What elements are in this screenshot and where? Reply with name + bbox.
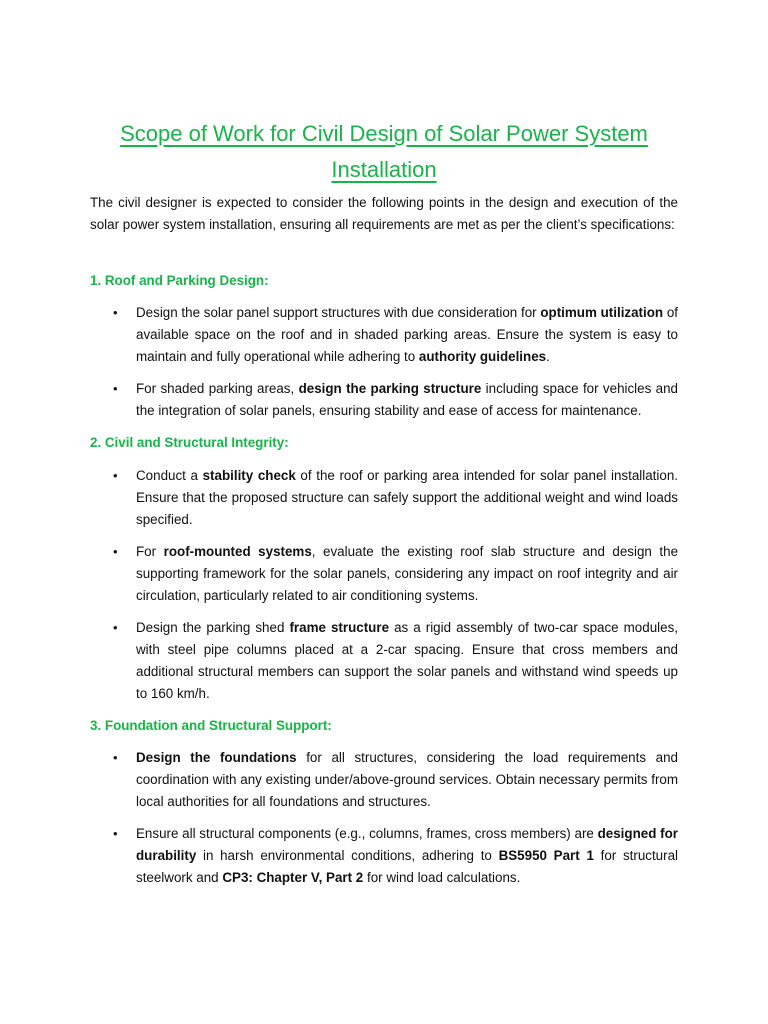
section-heading-2: 2. Civil and Structural Integrity: (90, 435, 289, 450)
text-run: Design the parking shed (136, 620, 290, 635)
text-run: For shaded parking areas, (136, 381, 299, 396)
bold-text-run: design the parking structure (298, 381, 482, 396)
text-run: , evaluate the existing roof slab structure and design the supporting framework for the solar panels, considering any impact on roof integrity and air circulation, particularly related to air conditioning systems. (136, 544, 679, 603)
text-run: For (136, 544, 164, 559)
bullet-item (90, 302, 678, 368)
text-run: in harsh environmental conditions, adhering to (196, 848, 499, 863)
document-title: Scope of Work for Civil Design of Solar Power System Installation (120, 121, 648, 182)
bold-text-run: frame structure (289, 620, 390, 635)
text-run: Ensure all structural components (e.g., columns, frames, cross members) are (136, 826, 598, 841)
bullet-dot-icon: • (113, 620, 118, 635)
bullet-dot-icon: • (113, 826, 118, 841)
text-run: Conduct a (136, 468, 203, 483)
bold-text-run: authority guidelines (418, 349, 547, 364)
bullet-item (90, 541, 678, 607)
text-run: Design the solar panel support structures with due consideration for (136, 305, 541, 320)
text-run: of available space on the roof and in shaded parking areas. Ensure the system is easy to maintain and fully operational while adhering to (136, 305, 678, 364)
text-run: for wind load calculations. (363, 870, 521, 885)
bullet-text (136, 465, 678, 531)
bold-text-run: stability check (202, 468, 296, 483)
bullet-dot-icon: • (113, 468, 118, 483)
section-heading-1: 1. Roof and Parking Design: (90, 273, 269, 288)
bullet-dot-icon: • (113, 750, 118, 765)
text-run: as a rigid assembly of two-car space modules, with steel pipe columns placed at a 2-car spacing. Ensure that cross members and additional structural members can support the solar panels and withstand wind speeds up to 160 km/h. (136, 620, 678, 701)
bold-text-run: BS5950 Part 1 (498, 848, 594, 863)
bullet-item (90, 465, 678, 531)
bullet-dot-icon: • (113, 544, 118, 559)
intro-paragraph: The civil designer is expected to consider the following points in the design and execution of the solar power system installation, ensuring all requirements are met as per the client’s specifications: (90, 195, 678, 232)
text-run: . (546, 349, 550, 364)
text-run: including space for vehicles and the integration of solar panels, ensuring stability and ease of access for maintenance. (136, 381, 678, 418)
bullet-dot-icon: • (113, 381, 118, 396)
bullet-text (136, 302, 678, 368)
bullet-item (90, 378, 678, 422)
bullet-text (136, 823, 678, 889)
bullet-item (90, 747, 678, 813)
bullet-text (136, 378, 678, 422)
bold-text-run: CP3: Chapter V, Part 2 (222, 870, 364, 885)
text-run: for structural steelwork and (136, 848, 679, 885)
bullet-text (136, 747, 678, 813)
bullet-item (90, 617, 678, 705)
bullet-text (136, 541, 678, 607)
bold-text-run: designed for durability (136, 826, 678, 863)
bullet-text (136, 617, 678, 705)
bold-text-run: optimum utilization (540, 305, 664, 320)
section-heading-3: 3. Foundation and Structural Support: (90, 718, 332, 733)
bold-text-run: Design the foundations (136, 750, 297, 765)
text-run: for all structures, considering the load requirements and coordination with any existing under/above-ground services. Obtain necessary permits from local authorities for all foundations and structures. (136, 750, 679, 809)
bullet-dot-icon: • (113, 305, 118, 320)
bold-text-run: roof-mounted systems (163, 544, 312, 559)
bullet-item (90, 823, 678, 889)
text-run: of the roof or parking area intended for solar panel installation. Ensure that the proposed structure can safely support the additional weight and wind loads specified. (136, 468, 678, 527)
